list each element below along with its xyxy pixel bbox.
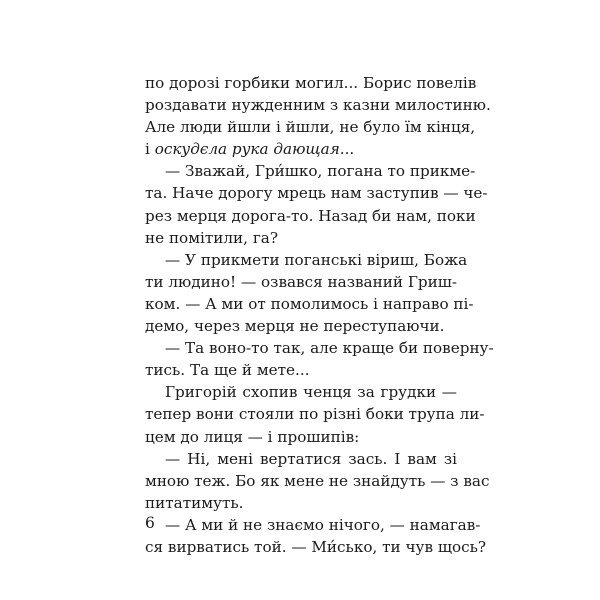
text-line: рез мерця дорога-то. Назад би нам, поки xyxy=(145,206,476,225)
page-number: 6 xyxy=(145,514,155,532)
text-line: не помітили, га? xyxy=(145,228,278,247)
text-line: — Та воно-то так, але краще би поверну- xyxy=(165,339,494,358)
text-line: та. Наче дорогу мрець нам заступив — че- xyxy=(145,184,488,203)
text-line: — Ні, мені вертатися зась. І вам зі xyxy=(165,449,457,468)
text-line-suffix: ... xyxy=(339,140,355,159)
text-line: ти людино! — озвався названий Гриш- xyxy=(145,272,457,291)
text-line: тись. Та ще й мете... xyxy=(145,361,310,380)
body-text xyxy=(145,72,494,558)
text-line: мною теж. Бо як мене не знайдуть — з вас xyxy=(145,471,490,490)
text-line: — Зважай, Гри́шко, погана то прикме- xyxy=(165,162,476,181)
text-line-prefix: i xyxy=(145,140,155,159)
text-line: демо, через мерця не переступаючи. xyxy=(145,317,445,336)
text-line: ком. — А ми от помолимось і направо пі- xyxy=(145,294,474,313)
text-line: — У прикмети поганські віриш, Божа xyxy=(165,250,468,269)
text-line: роздавати нужденним з казни милостиню. xyxy=(145,96,491,115)
text-line: тепер вони стояли по різні боки трупа ли- xyxy=(145,405,485,424)
text-line: Але люди йшли і йшли, не було їм кінця, xyxy=(145,118,476,137)
italic-quote: оскудєла рука дающая xyxy=(154,140,340,159)
text-line: ся вирватись той. — Ми́сько, ти чув щось? xyxy=(145,537,487,556)
text-line: цем до лиця — і прошипів: xyxy=(145,427,360,446)
text-line: Григорій схопив ченця за грудки — xyxy=(165,383,457,402)
text-line: — А ми й не знаємо нічого, — намагав- xyxy=(165,515,481,534)
text-line: питатимуть. xyxy=(145,493,244,512)
text-line xyxy=(145,138,457,160)
text-line: по дорозі горбики могил... Борис повелів xyxy=(145,74,477,92)
